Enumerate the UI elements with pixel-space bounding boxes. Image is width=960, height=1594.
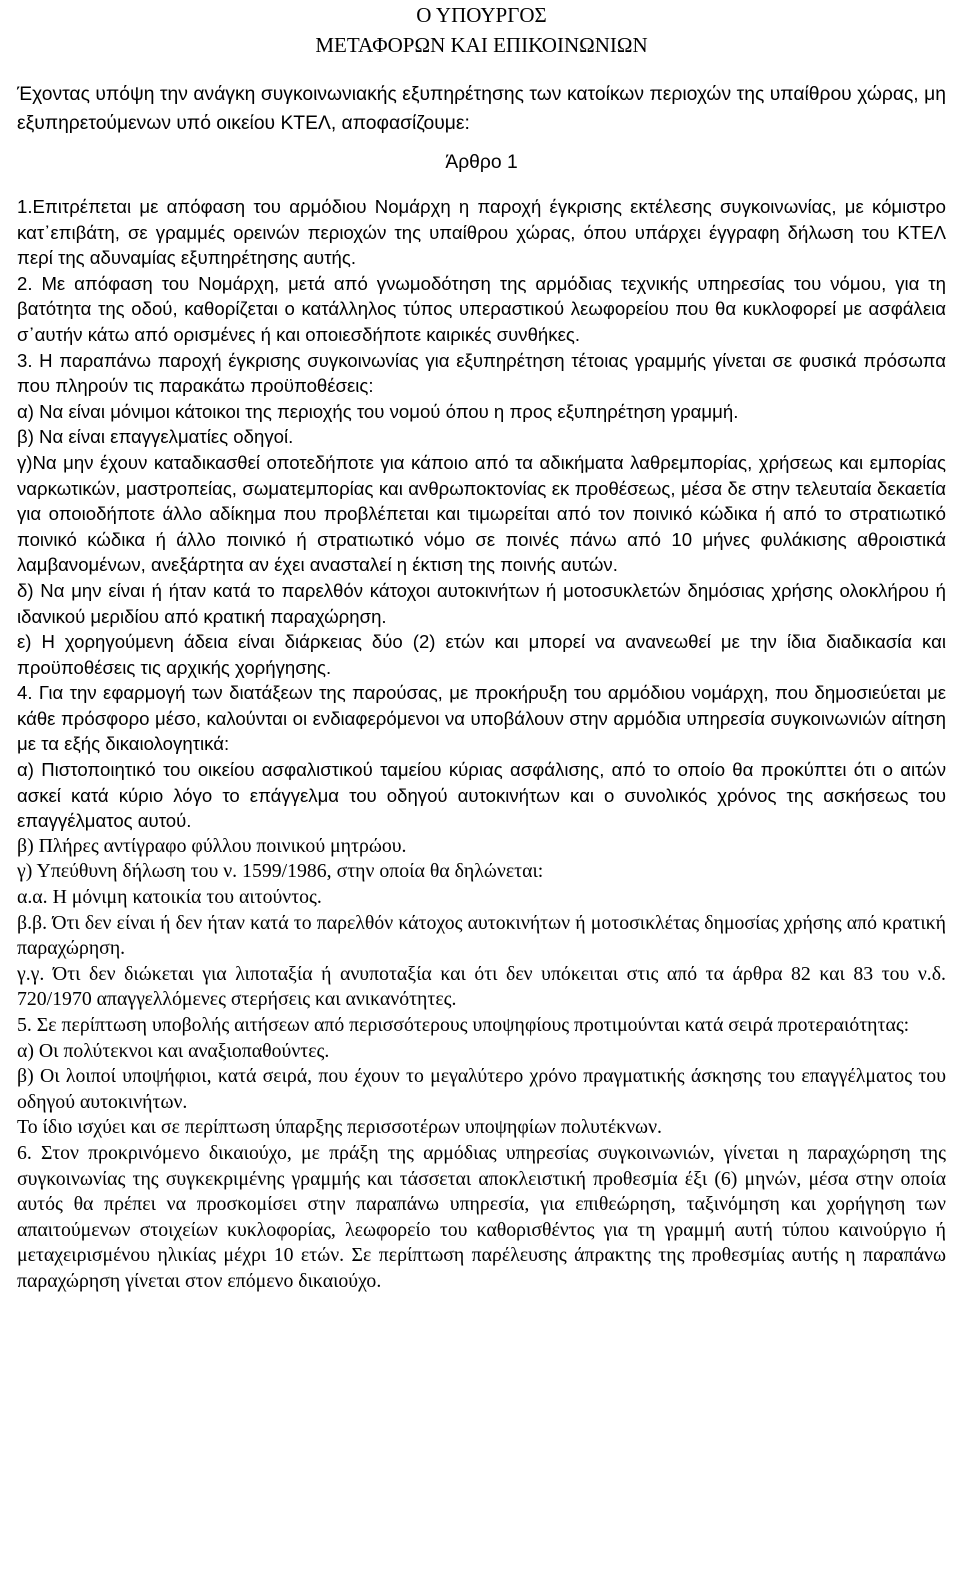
paragraph-3a: α) Να είναι μόνιμοι κάτοικοι της περιοχής του νομού όπου η προς εξυπηρέτηση γραμμή. <box>17 400 739 422</box>
paragraph-5-note: Το ίδιο ισχύει και σε περίπτωση ύπαρξης περισσοτέρων υποψηφίων πολυτέκνων. <box>17 1116 662 1139</box>
minister-title: Ο ΥΠΟΥΡΓΟΣ <box>416 3 547 27</box>
paragraph-3d: δ) Να μην είναι ή ήταν κατά το παρελθόν κάτοχοι αυτοκινήτων ή μοτοσυκλετών δημόσιας χρήσης ολοκλήρου ή ιδανικού μεριδίου από κρατική παραχώρηση. <box>17 579 946 627</box>
paragraph-4a: α) Πιστοποιητικό του οικείου ασφαλιστικού ταμείου κύριας ασφάλισης, από το οποίο θα προκύπτει ότι ο αιτών ασκεί κατά κύριο λόγο το επάγγελμα του οδηγού αυτοκινήτων και ο συνολικός χρόνος της ασκήσεως του επαγγέλματος αυτού. <box>17 759 946 832</box>
article-body <box>17 194 946 1295</box>
paragraph-5b: β) Οι λοιποί υποψήφιοι, κατά σειρά, που έχουν το μεγαλύτερο χρόνο πραγματικής άσκησης του επαγγέλματος του οδηγού αυτοκινήτων. <box>17 1065 946 1113</box>
paragraph-2: 2. Με απόφαση του Νομάρχη, μετά από γνωμοδότηση της αρμόδιας τεχνικής υπηρεσίας του νόμου, για τη βατότητα της οδού, καθορίζεται ο κατάλληλος τύπος υπεραστικού λεωφορείου που θα κυκλοφορεί με ασφάλεια σ᾽αυτήν κάτω από ορισμένες ή και οποιεσδήποτε καιρικές συνθήκες. <box>17 272 946 345</box>
paragraph-3c: γ)Να μην έχουν καταδικασθεί οποτεδήποτε για κάποιο από τα αδικήματα λαθρεμπορίας, χρήσεως και εμπορίας ναρκωτικών, μαστροπείας, σωματεμπορίας και ανθρωποκτονίας εκ προθέσεως, μέσα δε στην τελευταία δεκαετία για οποιοδήποτε άλλο αδίκημα που προβλέπεται και τιμωρείται από τον ποινικό κώδικα ή από το στρατιωτικό ποινικό κώδικα ή άλλο ποινικό ή στρατιωτικό νόμο σε ποινές πάνω από 10 μήνες φυλάκισης αθροιστικά λαμβανομένων, ανεξάρτητα αν έχει ανασταλεί η έκτιση της ποινής αυτών. <box>17 451 946 576</box>
article-title: Άρθρο 1 <box>445 152 518 173</box>
paragraph-3e: ε) Η χορηγούμενη άδεια είναι διάρκειας δύο (2) ετών και μπορεί να ανανεωθεί με την ίδια διαδικασία και προϋποθέσεις τις αρχικής χορήγησης. <box>17 631 946 678</box>
paragraph-4c: γ) Υπεύθυνη δήλωση του ν. 1599/1986, στην οποία θα δηλώνεται: <box>17 860 544 883</box>
paragraph-4c-bb: β.β. Ότι δεν είναι ή δεν ήταν κατά το παρελθόν κάτοχος αυτοκινήτων ή μοτοσικλέτας δημοσίας χρήσης από κρατική παραχώρηση. <box>17 911 946 960</box>
paragraph-6: 6. Στον προκρινόμενο δικαιούχο, με πράξη της αρμόδιας υπηρεσίας συγκοινωνιών, γίνεται η παραχώρηση της συγκοινωνίας της συγκεκριμένης γραμμής και τάσσεται αποκλειστική προθεσμία έξι (6) μηνών, μέσα στην οποία αυτός θα πρέπει να προσκομίσει στην παραπάνω υπηρεσία, για επιθεώρηση, ταξινόμηση και χορήγηση των απαιτούμενων στοιχείων κυκλοφορίας, λεωφορείο του καθορισθέντος για τη γραμμή αυτή τύπου καινούργιο ή μεταχειρισμένου ηλικίας μέχρι 10 ετών. Σε περίπτωση παρέλευσης άπρακτης της προθεσμίας αυτής η παραπάνω παραχώρηση γίνεται στον επόμενο δικαιούχο. <box>17 1141 946 1292</box>
paragraph-4: 4. Για την εφαρμογή των διατάξεων της παρούσας, με προκήρυξη του αρμόδιου νομάρχη, που δημοσιεύεται με κάθε πρόσφορο μέσο, καλούνται οι ενδιαφερόμενοι να υποβάλουν στην αρμόδια υπηρεσία συγκοινωνιών αίτηση με τα εξής δικαιολογητικά: <box>17 682 946 755</box>
intro-paragraph: Έχοντας υπόψη την ανάγκη συγκοινωνιακής εξυπηρέτησης των κατοίκων περιοχών της υπαίθρου χώρας, μη εξυπηρετούμενων υπό οικείου ΚΤΕΛ, αποφασίζουμε: <box>17 84 946 134</box>
paragraph-3b: β) Να είναι επαγγελματίες οδηγοί. <box>17 426 294 448</box>
paragraph-4c-gg: γ.γ. Ότι δεν διώκεται για λιποταξία ή ανυποταξία και ότι δεν υπόκειται στις από τα άρθρα 82 και 83 του ν.δ. 720/1970 απαγγελλόμενες στερήσεις και ανικανότητες. <box>17 962 946 1011</box>
paragraph-1: 1.Επιτρέπεται με απόφαση του αρμόδιου Νομάρχη η παροχή έγκρισης εκτέλεσης συγκοινωνίας, με κόμιστρο κατ᾽επιβάτη, σε γραμμές ορεινών περιοχών της υπαίθρου χώρας, όπου υπάρχει έγγραφη δήλωση του ΚΤΕΛ περί της αδυναμίας εξυπηρέτησης αυτής. <box>17 196 946 269</box>
paragraph-3: 3. Η παραπάνω παροχή έγκρισης συγκοινωνίας για εξυπηρέτηση τέτοιας γραμμής γίνεται σε φυσικά πρόσωπα που πληρούν τις παρακάτω προϋποθέσεις: <box>17 349 946 397</box>
paragraph-5: 5. Σε περίπτωση υποβολής αιτήσεων από περισσότερους υποψηφίους προτιμούνται κατά σειρά προτεραιότητας: <box>17 1014 910 1036</box>
ministry-name: ΜΕΤΑΦΟΡΩΝ ΚΑΙ ΕΠΙΚΟΙΝΩΝΙΩΝ <box>315 33 648 57</box>
paragraph-4c-aa: α.α. Η μόνιμη κατοικία του αιτούντος. <box>17 886 322 909</box>
paragraph-4b: β) Πλήρες αντίγραφο φύλλου ποινικού μητρώου. <box>17 834 407 857</box>
paragraph-5a: α) Οι πολύτεκνοι και αναξιοπαθούντες. <box>17 1039 330 1062</box>
document-header <box>17 0 946 60</box>
